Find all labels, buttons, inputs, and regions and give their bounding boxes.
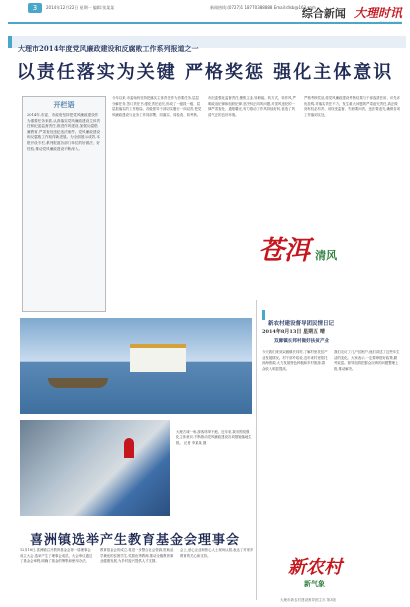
main-headline: 以责任落实为关键 严格奖惩 强化主体意识 [16, 62, 394, 83]
diary-date: 2014年8月13日 星期五 晴 [262, 329, 325, 335]
logo2-main: 新农村 [288, 557, 342, 578]
contact-info: 新闻热线:(0727)1 18770388888 Email:dlsb@163.com [210, 5, 316, 10]
bottom-col-2: 教育基金会的成立,将进一步整合社会资源,资助品学兼优的贫困学生,奖励优秀教师,推动全镇教育事业健康发展,为乡村振兴提供人才支撑。 [100, 548, 174, 564]
xinnongcun-logo [288, 553, 342, 589]
photo-caption: 大理古城一角,游客络绎不绝。近年来,我市围绕强化主体意识,不断推动党风廉政建设各项措施落地生根。 记者 李某某 摄 [176, 430, 252, 445]
diary-subtitle: 双廊镇长邦村做好扶贫产业 [274, 339, 330, 344]
bottom-col-1: 12月18日,喜洲镇召开教育基金会第一届理事会成立大会,选举产生了理事会成员。大会审议通过了基金会章程,明确了基金的筹集和使用办法。 [20, 548, 93, 564]
side-section-title: 新农村建设督导团民情日记 [268, 321, 335, 327]
photo-coast-road [20, 420, 170, 516]
article-col-2: 市纪委强化监督责任,聚焦主业,转职能、转方式、转作风,严明政治纪律和组织纪律,坚决纠正四风问题,对顶风违纪的一律严肃查处、通报曝光,有力推动了作风持续好转,营造了风清气正的良好环境。 [208, 96, 296, 117]
series-banner [8, 36, 406, 53]
brand-a: 大理 [353, 6, 378, 20]
brand-b: 时讯 [377, 6, 402, 20]
person-figure [124, 438, 134, 458]
page-number-badge: 3 [28, 3, 42, 13]
article-col-3: 严格考核奖惩,将党风廉政建设考核结果与干部选拔任用、评先评优挂钩,对落实责任不力、发生重大问题的严肃追究责任,真正做到有权必有责、用权受监督、失职要问责、违法要追究,确保各项工作落到实处。 [304, 96, 400, 117]
diary-col-1: 今天我们来到双廊镇长邦村,了解村里扶贫产业发展情况。村干部介绍说,近年来村里依托洱海资源,大力发展特色种植和乡村旅游,群众收入明显提高。 [262, 350, 328, 371]
header-rule [8, 22, 402, 24]
logo1-main: 苍洱 [258, 236, 311, 266]
logo2-sub: 新气象 [304, 579, 325, 588]
footer-note: 大理市新农村建设督导团主办 第3版 [280, 598, 336, 602]
diary-col-2: 我们走访了几户贫困户,他们讲述了这些年生活的变化。大家表示,一定要珍惜好政策,勤劳致富。督导组将把群众反映的问题整理上报,推动解决。 [334, 350, 400, 371]
banner-text: 大理市2014年度党风廉政建设和反腐败工作系列报道之一 [18, 44, 199, 53]
small-boat-shape [48, 378, 108, 388]
cange-qingfeng-logo [258, 230, 388, 290]
photo-boat-lake [20, 318, 252, 414]
editorial-title: 开栏语 [53, 100, 75, 109]
bottom-col-3: 会上,爱心企业和热心人士现场认捐,表达了对家乡教育的关心和支持。 [180, 548, 254, 558]
date-info: 2014年12月22日 星期一 编辑:张某某 [46, 5, 115, 10]
side-section-header [262, 310, 408, 327]
editorial-body: 2014年,市委、市政府坚持把党风廉政建设作为重要任务来抓,认真落实党风廉政建设主体责任和纪委监督责任,推进作风建设,加强反腐倡廉教育,严肃查处违纪违法案件。党风廉政建设和反腐败工作取得新进展。为全面展示成效,本报开设专栏,系列报道各部门单位的好做法、好经验,推动党风廉政建设不断深入。 [27, 113, 101, 151]
bottom-headline: 喜洲镇选举产生教育基金会理事会 [30, 533, 241, 548]
editorial-box [22, 96, 106, 312]
article-col-1: 今年以来,市委始终坚持把落实主体责任作为首要任务,层层分解任务,签订责任书,强化责任追究,形成了一级抓一级、层层抓落实的工作格局。各级领导干部切实履行一岗双责,把党风廉政建设与业务工作同部署、同落实、同检查、同考核。 [112, 96, 202, 117]
logo1-sub: 清风 [315, 249, 338, 262]
column-divider [256, 300, 257, 600]
boat-shape [130, 344, 186, 372]
section-name: 综合新闻 [301, 7, 346, 20]
